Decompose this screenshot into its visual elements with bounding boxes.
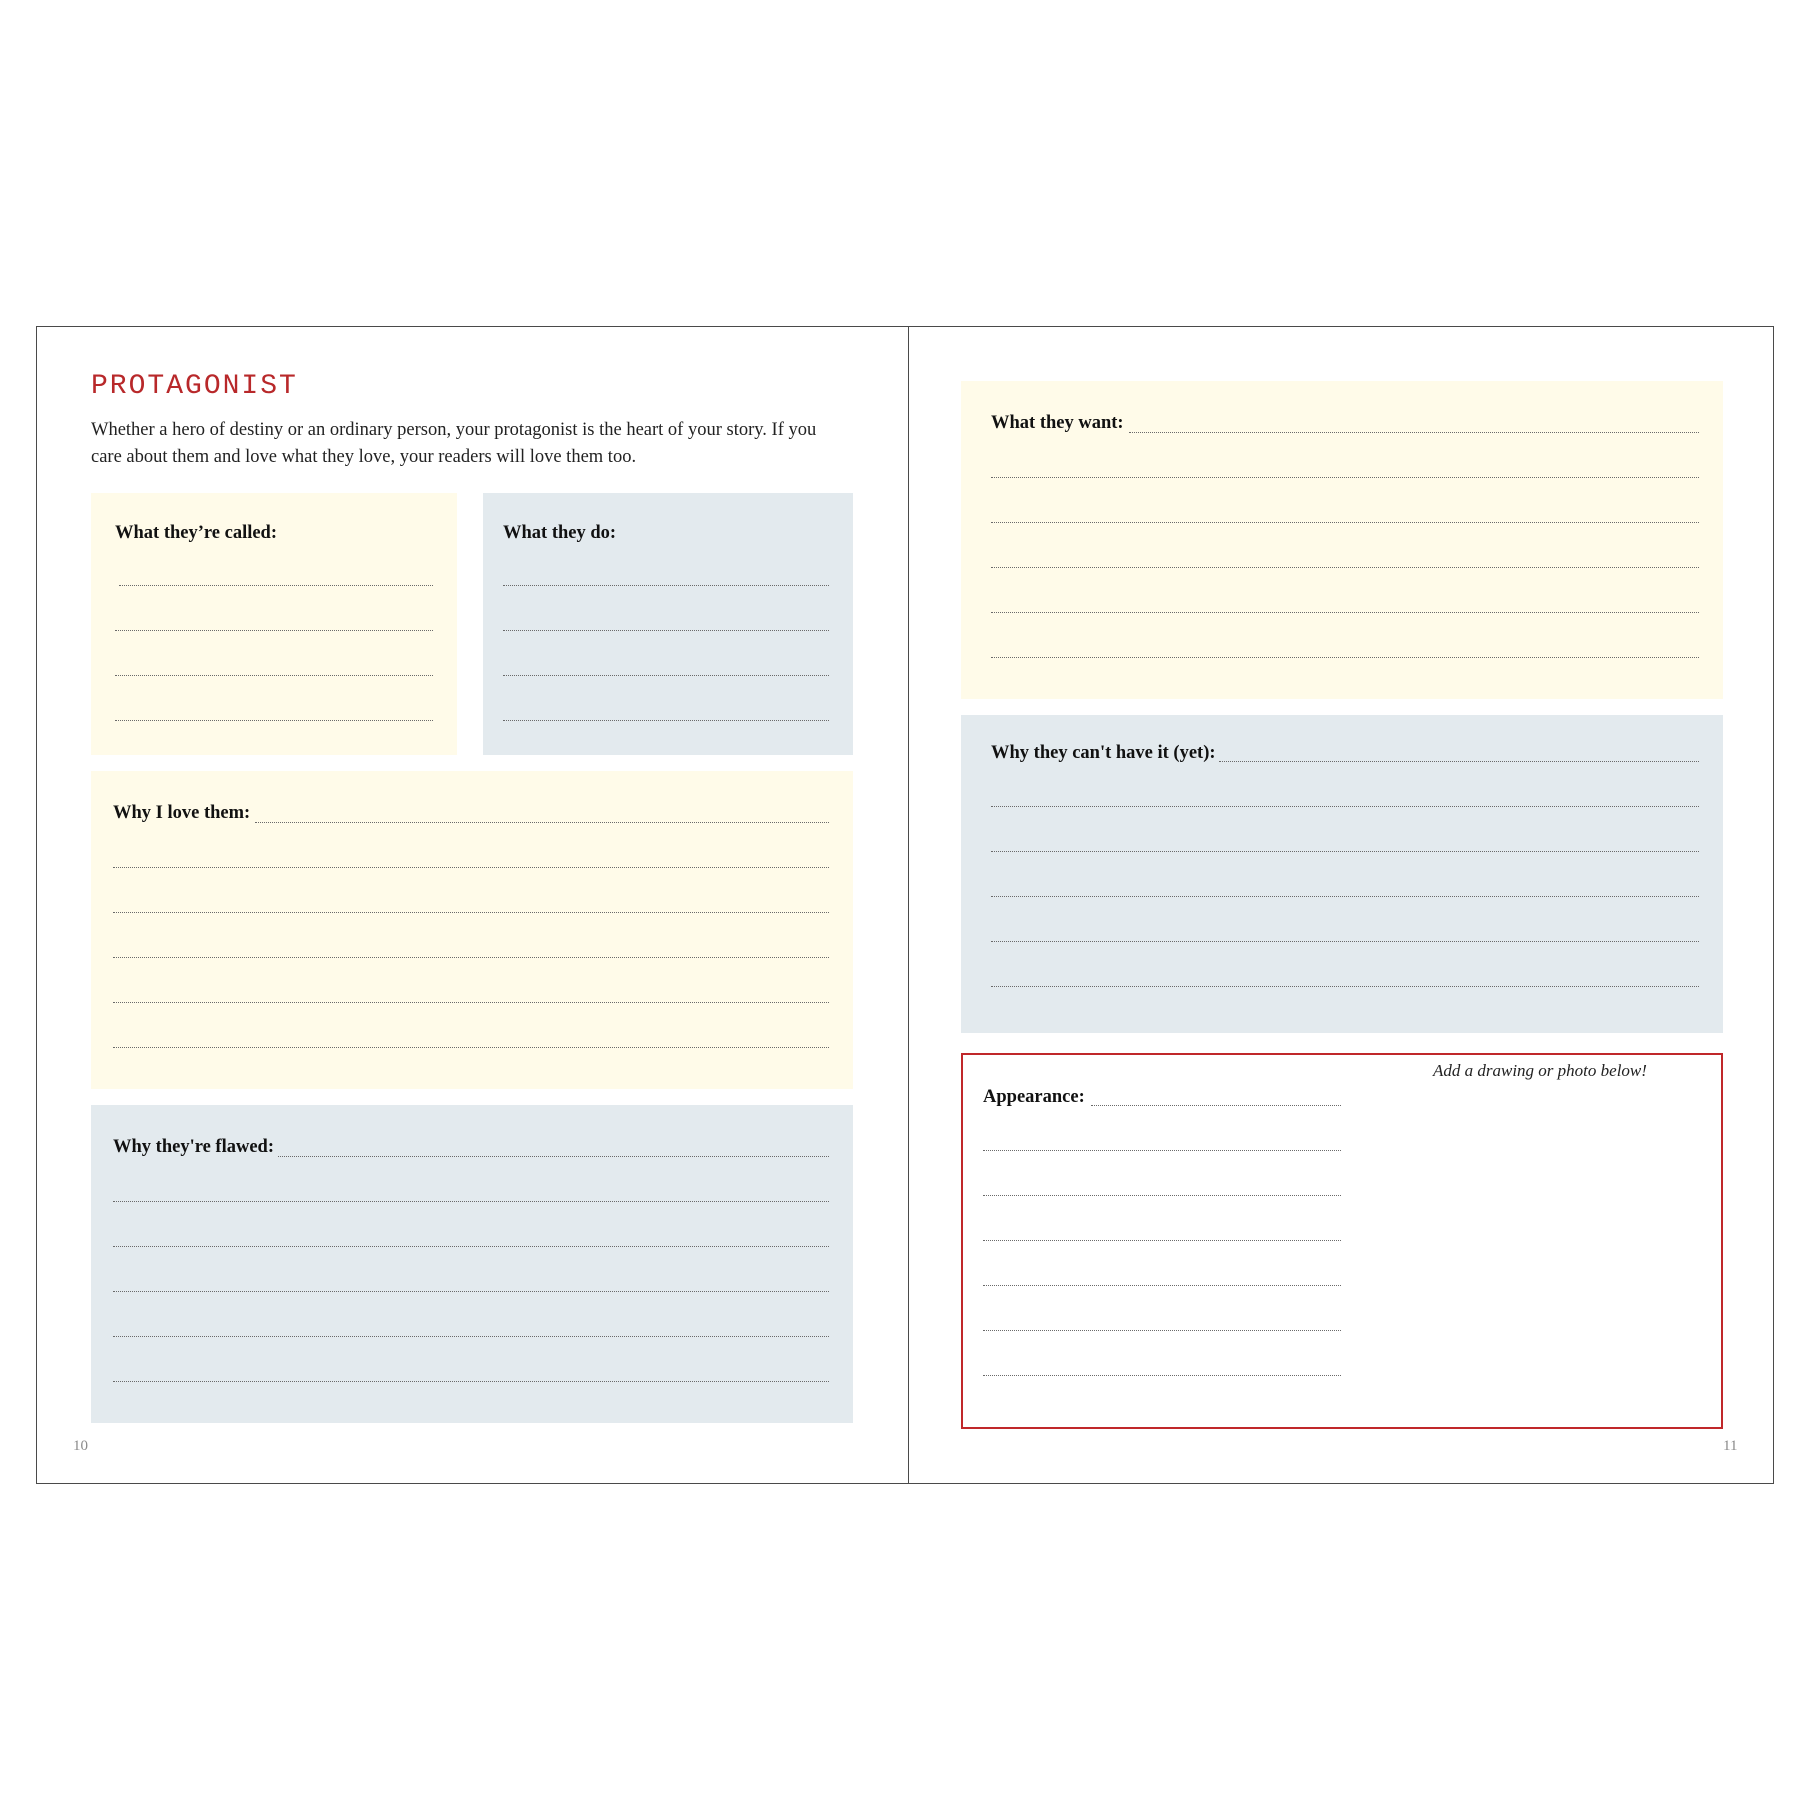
obstacle-section <box>961 715 1723 1033</box>
name-section <box>91 493 457 755</box>
obstacle-write-line[interactable] <box>991 851 1699 852</box>
occupation-write-line[interactable] <box>503 675 829 676</box>
flaws-write-line[interactable] <box>113 1246 829 1247</box>
name-write-line[interactable] <box>115 630 433 631</box>
want-prompt: What they want: <box>991 413 1124 433</box>
appearance-prompt: Appearance: <box>983 1087 1085 1107</box>
obstacle-write-line[interactable] <box>991 896 1699 897</box>
want-write-line[interactable] <box>991 567 1699 568</box>
obstacle-write-line[interactable] <box>991 986 1699 987</box>
want-write-line[interactable] <box>991 657 1699 658</box>
flaws-write-line[interactable] <box>113 1381 829 1382</box>
love-write-line[interactable] <box>113 1047 829 1048</box>
intro-paragraph: Whether a hero of destiny or an ordinary person, your protagonist is the heart of your story. If you care about them and love what they love, your readers will love them too. <box>91 420 817 467</box>
appearance-write-line[interactable] <box>983 1330 1341 1331</box>
love-write-line[interactable] <box>113 957 829 958</box>
appearance-write-line[interactable] <box>1091 1105 1341 1106</box>
appearance-write-line[interactable] <box>983 1150 1341 1151</box>
want-section <box>961 381 1723 699</box>
page-title: PROTAGONIST <box>91 371 298 402</box>
love-write-line[interactable] <box>113 867 829 868</box>
love-prompt: Why I love them: <box>113 803 251 823</box>
drawing-area[interactable] <box>1383 1095 1703 1415</box>
obstacle-prompt: Why they can't have it (yet): <box>991 743 1216 763</box>
flaws-prompt: Why they're flawed: <box>113 1137 274 1157</box>
appearance-write-line[interactable] <box>983 1375 1341 1376</box>
flaws-section <box>91 1105 853 1423</box>
want-write-line[interactable] <box>991 477 1699 478</box>
name-write-line[interactable] <box>119 585 433 586</box>
want-write-line[interactable] <box>991 612 1699 613</box>
appearance-write-line[interactable] <box>983 1195 1341 1196</box>
want-write-line[interactable] <box>1129 432 1699 433</box>
love-write-line[interactable] <box>113 1002 829 1003</box>
page-number-left: 10 <box>73 1438 88 1454</box>
flaws-write-line[interactable] <box>113 1336 829 1337</box>
appearance-section <box>961 1053 1723 1429</box>
page-gutter <box>908 327 909 1483</box>
obstacle-write-line[interactable] <box>991 806 1699 807</box>
name-prompt: What they’re called: <box>115 523 278 543</box>
name-write-line[interactable] <box>115 720 433 721</box>
appearance-write-line[interactable] <box>983 1240 1341 1241</box>
love-write-line[interactable] <box>255 822 829 823</box>
appearance-write-line[interactable] <box>983 1285 1341 1286</box>
flaws-write-line[interactable] <box>113 1201 829 1202</box>
want-write-line[interactable] <box>991 522 1699 523</box>
page-number-right: 11 <box>1723 1438 1738 1454</box>
occupation-write-line[interactable] <box>503 630 829 631</box>
love-write-line[interactable] <box>113 912 829 913</box>
occupation-write-line[interactable] <box>503 720 829 721</box>
occupation-section <box>483 493 853 755</box>
name-write-line[interactable] <box>115 675 433 676</box>
obstacle-write-line[interactable] <box>1219 761 1699 762</box>
occupation-write-line[interactable] <box>503 585 829 586</box>
flaws-write-line[interactable] <box>113 1291 829 1292</box>
drawing-note: Add a drawing or photo below! <box>1433 1061 1647 1080</box>
book-spread <box>36 326 1774 1484</box>
occupation-prompt: What they do: <box>503 523 617 543</box>
obstacle-write-line[interactable] <box>991 941 1699 942</box>
flaws-write-line[interactable] <box>278 1156 829 1157</box>
love-section <box>91 771 853 1089</box>
